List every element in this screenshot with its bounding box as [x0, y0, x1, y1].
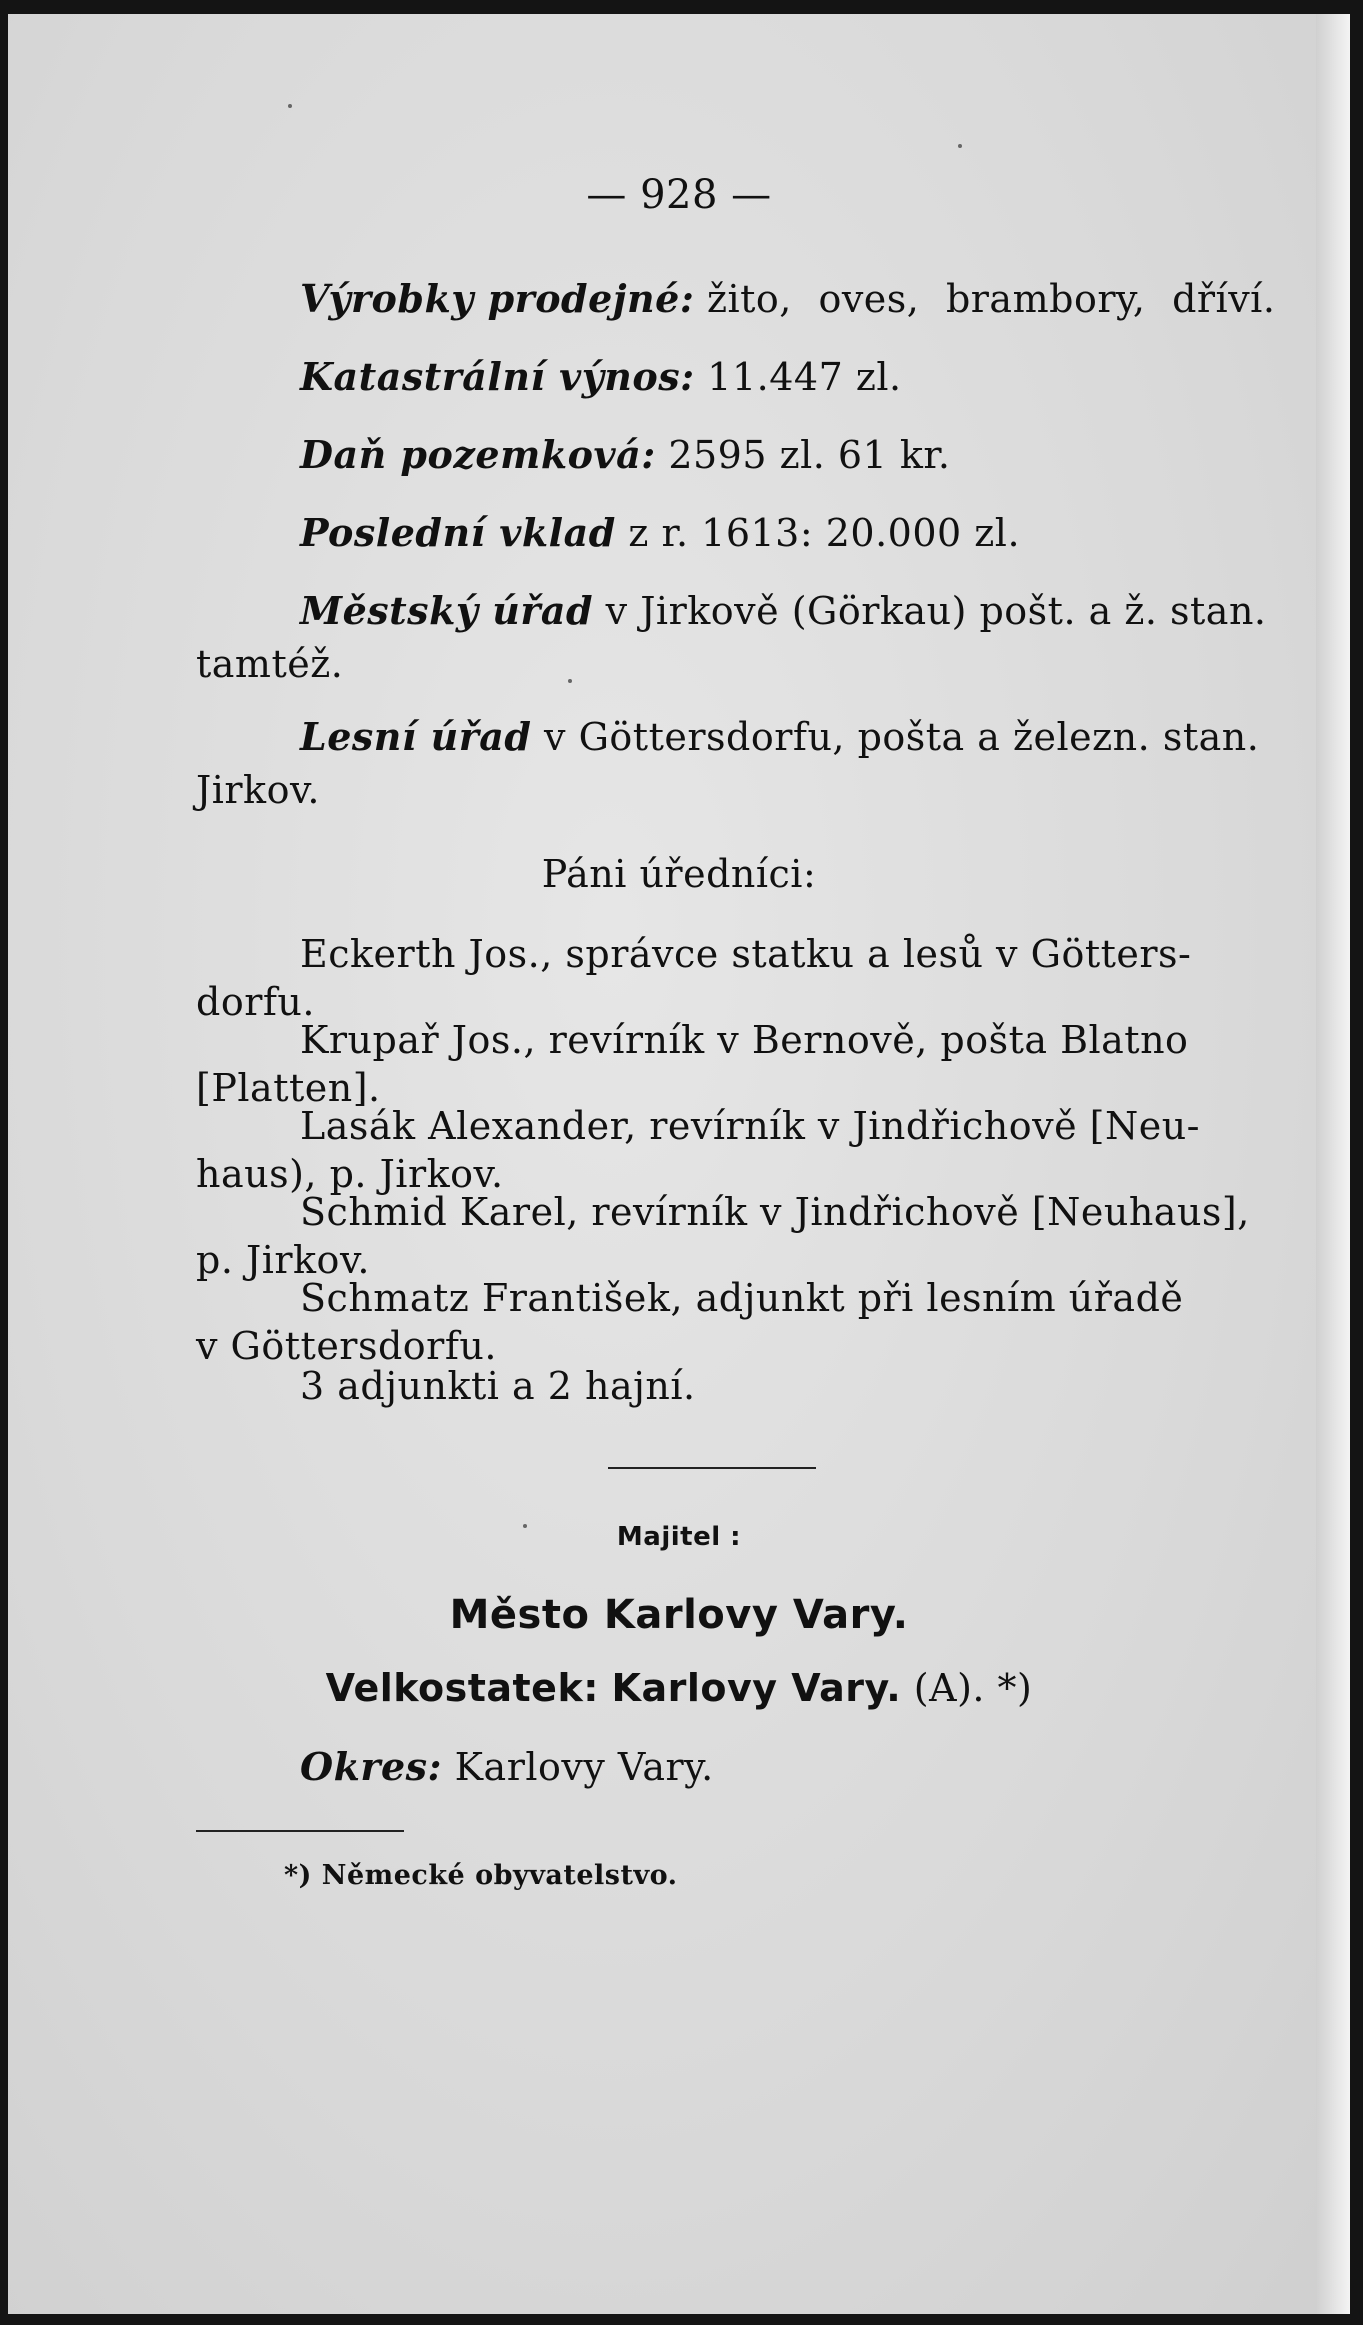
entry-dan: [300, 432, 1350, 477]
entry-value: z r. 1613: 20.000 zl.: [628, 511, 1021, 555]
print-speck: [958, 144, 962, 148]
official-line-cont: haus), p. Jirkov.: [196, 1152, 504, 1196]
entry-label: Poslední vklad: [300, 510, 616, 555]
entry-value: v Jirkově (Görkau) pošt. a ž. stan.: [605, 589, 1267, 633]
entry-value: 11.447 zl.: [707, 355, 902, 399]
district-label: Okres:: [300, 1744, 443, 1789]
official-line-cont: dorfu.: [196, 980, 315, 1024]
entry-label: Městský úřad: [300, 588, 594, 633]
entry-label: Výrobky prodejné:: [300, 276, 695, 321]
official-line: Lasák Alexander, revírník v Jindřichově [Neu-: [300, 1104, 1201, 1148]
official-line: 3 adjunkti a 2 hajní.: [300, 1364, 696, 1408]
entry-label: Katastrální výnos:: [300, 354, 695, 399]
entry-vklad: [300, 510, 1350, 555]
entry-value: 2595 zl. 61 kr.: [668, 433, 951, 477]
entry-lesni: [300, 714, 1350, 759]
entry-label: Lesní úřad: [300, 714, 532, 759]
entry-mestsky-cont: tamtéž.: [196, 642, 344, 686]
owner-label: Majitel :: [616, 1522, 742, 1552]
official-line: Eckerth Jos., správce statku a lesů v Götters-: [300, 932, 1192, 976]
official-line: Krupař Jos., revírník v Bernově, pošta Blatno: [300, 1018, 1189, 1062]
footnote: *) Německé obyvatelstvo.: [284, 1860, 678, 1891]
district-line: [300, 1744, 1350, 1789]
entry-lesni-cont: Jirkov.: [196, 768, 320, 812]
official-line: Schmatz František, adjunkt při lesním úřadě: [300, 1276, 1184, 1320]
footnote-rule: [196, 1830, 404, 1832]
owner-name: Město Karlovy Vary.: [449, 1592, 909, 1638]
entry-mestsky: [300, 588, 1350, 633]
estate-value: Karlovy Vary.: [611, 1666, 902, 1710]
officials-heading: Páni úředníci:: [541, 852, 817, 896]
estate-mark: (A). *): [913, 1666, 1033, 1710]
section-divider: [608, 1467, 816, 1469]
entry-katastr: [300, 354, 1350, 399]
page-number: — 928 —: [586, 172, 772, 218]
official-line-cont: p. Jirkov.: [196, 1238, 370, 1282]
official-line: Schmid Karel, revírník v Jindřichově [Neuhaus],: [300, 1190, 1250, 1234]
estate-line: [8, 1666, 1350, 1710]
entry-vyrobky: [300, 276, 1350, 321]
estate-label: Velkostatek:: [325, 1666, 599, 1710]
entry-value: v Göttersdorfu, pošta a železn. stan.: [544, 715, 1260, 759]
entry-label: Daň pozemková:: [300, 432, 656, 477]
book-page: [8, 14, 1350, 2314]
official-line-cont: v Göttersdorfu.: [196, 1324, 497, 1368]
district-value: Karlovy Vary.: [454, 1745, 714, 1789]
entry-value: žito, oves, brambory, dříví.: [706, 277, 1276, 321]
official-line-cont: [Platten].: [196, 1066, 381, 1110]
print-speck: [288, 104, 292, 108]
